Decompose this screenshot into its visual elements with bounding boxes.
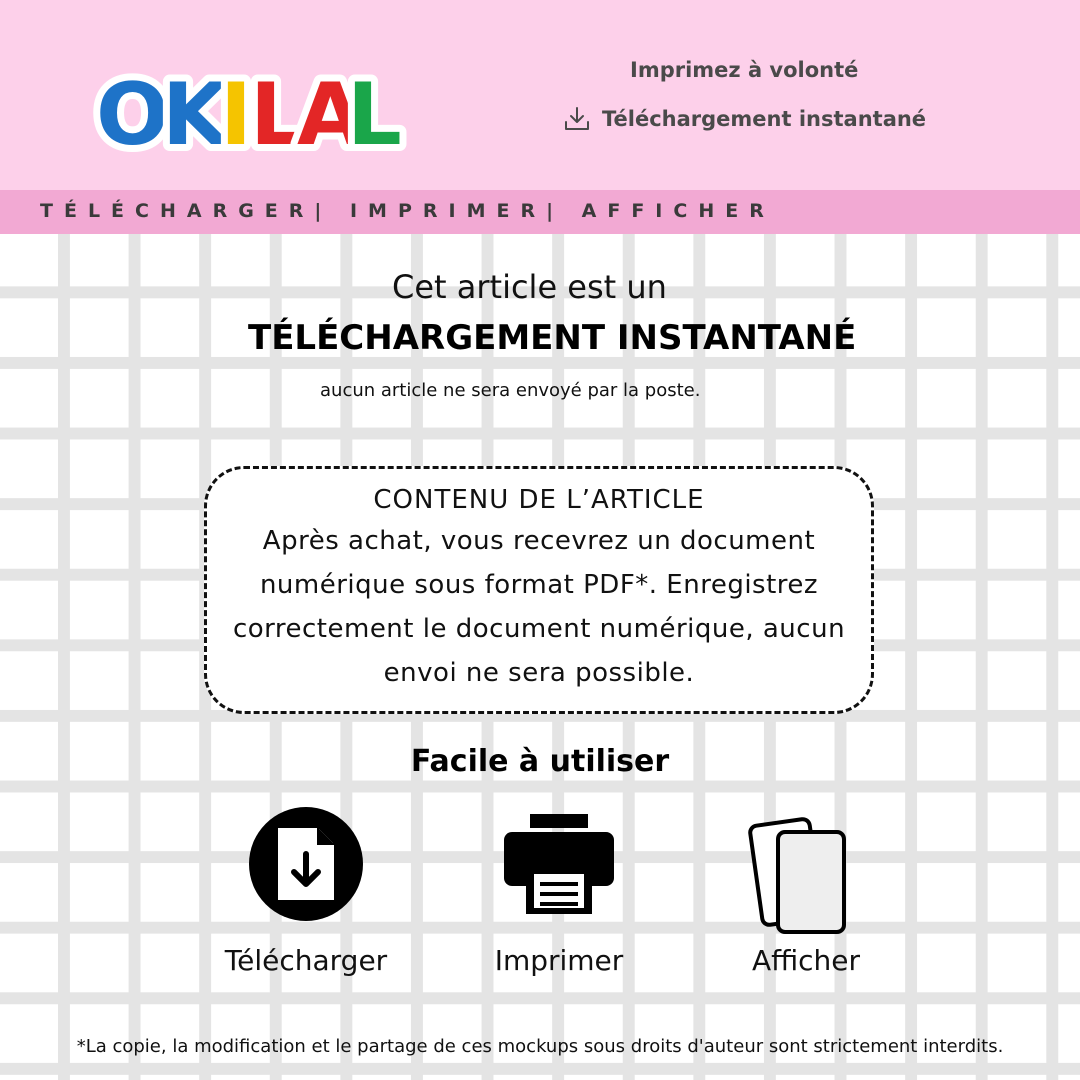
logo-letter-l2: L	[347, 65, 400, 162]
printer-icon	[504, 814, 614, 914]
cards-icon	[746, 812, 850, 934]
content-box-title: CONTENU DE L’ARTICLE	[373, 485, 705, 515]
nav-strip	[0, 190, 1080, 234]
nav-strip-text: TÉLÉCHARGER| IMPRIMER| AFFICHER	[40, 200, 775, 222]
content-box-body: Après achat, vous recevrez un document numérique sous format PDF*. Enregistrez correctement le document numérique, aucun envoi ne sera possible.	[232, 526, 846, 688]
feature-label-print: Imprimer	[494, 944, 624, 977]
logo-letter-i: I	[220, 65, 250, 162]
file-download-icon	[248, 806, 364, 922]
tagline: Imprimez à volonté	[630, 58, 859, 82]
logo-letter-a1: A	[297, 65, 362, 162]
instant-download-label: Téléchargement instantané	[602, 107, 927, 131]
instant-download-row	[562, 104, 926, 134]
content-box	[204, 466, 874, 714]
logo-letter-k: K	[162, 65, 227, 162]
logo-letter-o: O	[96, 65, 168, 162]
copyright-footnote: *La copie, la modification et le partage de ces mockups sous droits d'auteur sont strictement interdits.	[76, 1036, 1004, 1057]
download-icon	[562, 104, 592, 134]
feature-label-display: Afficher	[751, 944, 861, 977]
intro-note: aucun article ne sera envoyé par la poste.	[320, 380, 701, 401]
intro-line-1: Cet article est un	[392, 268, 667, 306]
feature-label-download: Télécharger	[224, 944, 388, 977]
intro-headline: TÉLÉCHARGEMENT INSTANTANÉ	[248, 318, 857, 358]
logo-letter-l: L	[250, 65, 303, 162]
easy-title: Facile à utiliser	[410, 744, 670, 779]
okilala-logo	[92, 52, 412, 162]
header-banner	[0, 0, 1080, 190]
